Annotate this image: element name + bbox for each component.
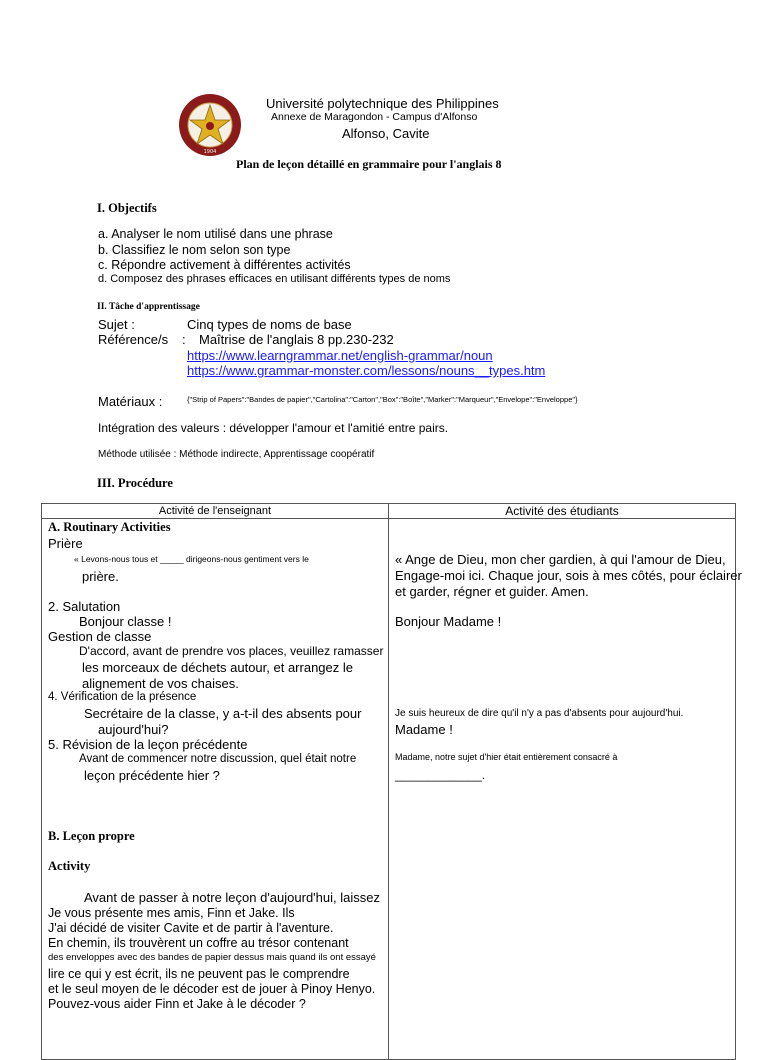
story-text: Avant de passer à notre leçon d'aujourd'hui, laissez [84,890,380,905]
objective-item: d. Composez des phrases efficaces en utilisant différents types de noms [98,273,451,285]
review-text: Avant de commencer notre discussion, quel était notre [79,753,357,765]
attendance-text: Secrétaire de la classe, y a-t-il des absents pour [84,706,362,721]
salutation-label: 2. Salutation [48,599,121,614]
story-text: J'ai décidé de visiter Cavite et de partir à l'aventure. [48,921,334,935]
svg-text:1904: 1904 [203,149,217,155]
objective-item: a. Analyser le nom utilisé dans une phrase [98,227,333,241]
reference-label: Référence/s [98,332,169,347]
attendance-label: 4. Vérification de la présence [48,691,197,703]
materials-value: {"Strip of Papers":"Bandes de papier","Cartolina":"Carton","Box":"Boîte","Marker":"Marqueur","Envelope":"Enveloppe"} [187,395,578,404]
values-integration: Intégration des valeurs : développer l'amour et l'amitié entre pairs. [98,421,449,435]
prayer-instruction: « Levons-nous tous et _____ dirigeons-nous gentiment vers le [74,554,309,564]
student-prayer: « Ange de Dieu, mon cher gardien, à qui l'amour de Dieu, [395,552,726,567]
objectives-heading: I. Objectifs [97,201,157,215]
activity-heading: Activity [48,859,91,873]
method-used: Méthode utilisée : Méthode indirecte, Apprentissage coopératif [98,449,375,460]
prayer-label: Prière [48,536,83,551]
task-heading: II. Tâche d'apprentissage [97,302,200,312]
story-text: En chemin, ils trouvèrent un coffre au trésor contenant [48,936,349,950]
student-attendance: Madame ! [395,722,453,737]
review-text: leçon précédente hier ? [84,768,220,783]
reference-link[interactable]: https://www.learngrammar.net/english-grammar/noun [187,348,493,363]
column-header-teacher: Activité de l'enseignant [42,504,389,519]
procedure-heading: III. Procédure [97,476,173,490]
student-attendance: Je suis heureux de dire qu'il n'y a pas d'absents pour aujourd'hui. [395,708,684,719]
university-name: Université polytechnique des Philippines [266,96,499,111]
university-seal-logo [178,93,242,157]
classroom-management-text: D'accord, avant de prendre vos places, veuillez ramasser [79,644,384,658]
attendance-text: aujourd'hui? [98,722,169,737]
procedure-table [41,503,742,1060]
campus-name: Annexe de Maragondon - Campus d'Alfonso [271,111,478,123]
routinary-heading: A. Routinary Activities [48,520,171,534]
student-review: _____________. [395,768,486,782]
prayer-instruction: prière. [82,569,119,584]
story-text: des enveloppes avec des bandes de papier dessus mais quand ils ont essayé [48,952,376,963]
greeting-text: Bonjour classe ! [79,614,172,629]
story-text: Pouvez-vous aider Finn et Jake à le décoder ? [48,997,306,1011]
objective-item: c. Répondre activement à différentes activités [98,258,351,272]
teacher-activity-cell [42,519,389,1060]
reference-link[interactable]: https://www.grammar-monster.com/lessons/nouns__types.htm [187,363,546,378]
classroom-management-text: alignement de vos chaises. [82,676,239,691]
reference-value: Maîtrise de l'anglais 8 pp.230-232 [199,332,394,347]
lesson-heading: B. Leçon propre [48,829,135,843]
student-review: Madame, notre sujet d'hier était entièrement consacré à [395,752,618,762]
student-greeting: Bonjour Madame ! [395,614,502,629]
story-text: lire ce qui y est écrit, ils ne peuvent pas le comprendre [48,967,350,981]
subject-label: Sujet : [98,317,135,332]
student-prayer: et garder, régner et guider. Amen. [395,584,589,599]
materials-label: Matériaux : [98,394,163,409]
subject-value: Cinq types de noms de base [187,317,352,332]
story-text: et le seul moyen de le décoder est de jouer à Pinoy Henyo. [48,982,376,996]
student-prayer: Engage-moi ici. Chaque jour, sois à mes côtés, pour éclairer [395,568,742,583]
review-label: 5. Révision de la leçon précédente [48,737,248,752]
classroom-management-text: les morceaux de déchets autour, et arrangez le [82,660,353,675]
page-title: Plan de leçon détaillé en grammaire pour l'anglais 8 [236,157,502,171]
student-activity-cell [389,519,742,1060]
story-text: Je vous présente mes amis, Finn et Jake. Ils [48,906,295,920]
reference-colon: : [182,332,186,347]
location: Alfonso, Cavite [342,126,430,141]
objective-item: b. Classifiez le nom selon son type [98,243,291,257]
classroom-management-label: Gestion de classe [48,629,152,644]
column-header-students: Activité des étudiants [389,504,736,519]
